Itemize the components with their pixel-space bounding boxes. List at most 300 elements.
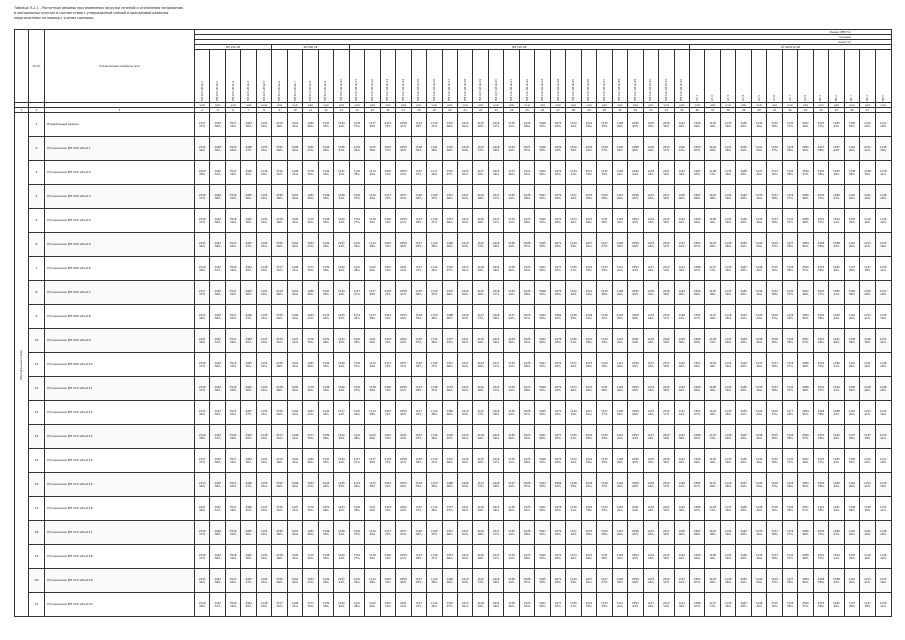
load-percent: 45% (323, 460, 329, 464)
value-cell (241, 257, 256, 281)
load-percent: 67% (802, 340, 809, 344)
value-cell (488, 257, 503, 281)
flow-value: 1129 (771, 577, 778, 581)
flow-value: 1248 (322, 217, 330, 221)
unit-cell: ном (303, 103, 318, 108)
value-cell (628, 401, 643, 425)
load-percent: 69% (276, 412, 283, 416)
flow-value: 1203 (291, 193, 299, 197)
flow-value: 2516 (276, 169, 283, 173)
flow-value: 2497 (802, 289, 809, 293)
load-percent: 65% (632, 532, 639, 536)
value-cell (597, 401, 612, 425)
load-percent: 38% (601, 196, 608, 200)
flow-value: 1186 (833, 361, 840, 365)
load-percent: 65% (524, 436, 530, 440)
load-percent: 68% (276, 460, 283, 464)
load-percent: 42% (292, 292, 298, 296)
value-cell (504, 569, 519, 593)
flow-value: 1187 (833, 145, 840, 149)
index-cell: 44 (813, 108, 828, 113)
load-percent: 40% (617, 556, 623, 560)
value-cell (241, 569, 256, 593)
flow-value: 1145 (678, 361, 686, 365)
flow-value: 1144 (879, 241, 887, 245)
load-percent: 38% (431, 580, 438, 584)
flow-value: 2459 (400, 553, 407, 557)
flow-value: 2417 (198, 457, 206, 461)
table-row (15, 593, 892, 617)
load-percent: 39% (415, 148, 422, 152)
value-cell (287, 593, 302, 617)
flow-value: 2520 (276, 529, 283, 533)
load-percent: 45% (323, 124, 329, 128)
flow-value: 2454 (400, 481, 407, 485)
table-row (15, 425, 892, 449)
flow-value: 2476 (446, 265, 454, 269)
load-percent: 72% (384, 484, 391, 488)
flow-value: 2418 (662, 457, 670, 461)
value-cell (535, 209, 550, 233)
flow-value: 1117 (786, 577, 794, 581)
value-cell (736, 353, 751, 377)
load-percent: 39% (415, 484, 422, 488)
value-cell (597, 281, 612, 305)
flow-value: 1151 (570, 361, 577, 365)
load-percent: 66% (524, 532, 530, 536)
load-percent: 61% (586, 148, 592, 152)
load-percent: 42% (292, 460, 298, 464)
value-cell (798, 425, 813, 449)
flow-value: 1107 (709, 433, 716, 437)
flow-value: 1181 (833, 505, 840, 509)
load-percent: 61% (586, 412, 592, 416)
flow-value: 1132 (601, 169, 608, 173)
unit-cell: ном (256, 103, 271, 108)
value-cell (442, 329, 457, 353)
flow-value: 2418 (461, 145, 469, 149)
flow-value: 1146 (879, 361, 887, 365)
flow-value: 1148 (616, 121, 624, 125)
load-percent: 65% (694, 508, 701, 512)
value-cell (535, 137, 550, 161)
table-row (15, 473, 892, 497)
flow-value: 2415 (198, 409, 206, 413)
load-percent: 39% (849, 220, 855, 224)
load-percent: 40% (849, 148, 855, 152)
flow-value: 1105 (709, 289, 716, 293)
value-cell (813, 401, 828, 425)
value-cell (225, 257, 240, 281)
flow-value: 2416 (662, 241, 670, 245)
unit-cell: ном (875, 103, 891, 108)
load-percent: 38% (725, 484, 732, 488)
load-percent: 56% (493, 340, 500, 344)
unit-cell: ном (504, 103, 519, 108)
value-cell (720, 185, 735, 209)
value-cell (210, 401, 225, 425)
value-cell (303, 401, 318, 425)
load-percent: 39% (307, 172, 314, 176)
load-percent: 39% (369, 124, 376, 128)
flow-value: 1181 (307, 529, 314, 533)
flow-value: 1122 (477, 577, 484, 581)
load-percent: 62% (400, 268, 407, 272)
row-number: 18 (29, 521, 45, 545)
load-percent: 42% (647, 268, 654, 272)
value-cell (365, 593, 380, 617)
value-cell (705, 353, 720, 377)
load-percent: 40% (369, 436, 376, 440)
load-percent: 66% (694, 556, 701, 560)
value-cell (488, 329, 503, 353)
load-percent: 40% (864, 532, 871, 536)
flow-value: 2497 (245, 241, 252, 245)
value-cell (751, 569, 766, 593)
flow-value: 1156 (508, 409, 515, 413)
value-cell (674, 521, 689, 545)
flow-value: 1145 (616, 145, 624, 149)
value-cell (751, 497, 766, 521)
value-cell (318, 137, 333, 161)
flow-value: 1234 (755, 121, 763, 125)
load-percent: 63% (740, 436, 747, 440)
flow-value: 2420 (461, 313, 469, 317)
value-cell (767, 521, 782, 545)
flow-value: 1121 (786, 553, 794, 557)
flow-value: 1180 (307, 121, 314, 125)
value-cell (813, 593, 828, 617)
load-percent: 37% (477, 244, 484, 248)
value-cell (690, 593, 705, 617)
flow-value: 1247 (322, 457, 330, 461)
load-percent: 65% (632, 460, 639, 464)
value-cell (473, 569, 488, 593)
table-body (15, 113, 892, 617)
load-percent: 69% (276, 484, 283, 488)
value-cell (674, 233, 689, 257)
value-cell (782, 449, 797, 473)
value-cell (442, 593, 457, 617)
value-cell (860, 497, 875, 521)
load-percent: 74% (384, 508, 391, 512)
unit-cell: ном (411, 103, 426, 108)
value-cell (782, 257, 797, 281)
flow-value: 2496 (802, 529, 809, 533)
load-percent: 41% (833, 196, 840, 200)
load-percent: 58% (214, 124, 221, 128)
value-cell (844, 593, 859, 617)
load-percent: 43% (338, 316, 345, 320)
value-cell (241, 113, 256, 137)
flow-value: 1101 (709, 313, 716, 317)
flow-value: 2419 (384, 121, 392, 125)
load-percent: 39% (617, 580, 623, 584)
flow-value: 2496 (802, 193, 809, 197)
side-label-header (15, 30, 29, 103)
value-cell (504, 377, 519, 401)
value-cell (581, 353, 596, 377)
value-cell (767, 497, 782, 521)
load-percent: 60% (586, 220, 592, 224)
flow-value: 2416 (492, 289, 500, 293)
load-percent: 35% (709, 412, 716, 416)
value-cell (488, 281, 503, 305)
flow-value: 2423 (384, 337, 392, 341)
flow-value: 2492 (245, 385, 252, 389)
load-percent: 40% (617, 196, 623, 200)
flow-value: 1115 (430, 337, 438, 341)
load-percent: 41% (508, 388, 515, 392)
value-cell (674, 473, 689, 497)
load-percent: 57% (245, 412, 252, 416)
column-header (457, 50, 472, 103)
value-cell (318, 473, 333, 497)
flow-value: 1177 (307, 265, 314, 269)
load-percent: 57% (818, 532, 824, 536)
value-cell (798, 209, 813, 233)
value-cell (457, 569, 472, 593)
caption-line: в контрольных пунктах в соответствии с утвержденной схемой и программой развития (14, 11, 169, 15)
flow-value: 2520 (276, 193, 283, 197)
load-percent: 62% (400, 172, 407, 176)
load-percent: 43% (292, 244, 298, 248)
value-cell (380, 209, 395, 233)
flow-value: 2419 (662, 217, 670, 221)
value-cell (860, 209, 875, 233)
value-cell (365, 185, 380, 209)
value-cell (674, 425, 689, 449)
flow-value: 2525 (523, 289, 531, 293)
value-cell (581, 593, 596, 617)
row-number: 21 (29, 593, 45, 617)
flow-value: 1151 (508, 169, 515, 173)
flow-value: 1129 (724, 313, 732, 317)
flow-value: 1149 (864, 385, 871, 389)
load-percent: 65% (802, 244, 809, 248)
flow-value: 2500 (632, 313, 639, 317)
value-cell (488, 449, 503, 473)
value-cell (488, 521, 503, 545)
flow-value: 2478 (554, 505, 562, 509)
value-cell (473, 209, 488, 233)
flow-value: 1143 (848, 577, 856, 581)
value-cell (427, 545, 442, 569)
value-cell (256, 161, 271, 185)
load-percent: 39% (771, 340, 778, 344)
value-cell (318, 161, 333, 185)
value-cell (365, 161, 380, 185)
load-percent: 44% (647, 412, 654, 416)
load-percent: 58% (663, 220, 670, 224)
flow-value: 2501 (802, 337, 809, 341)
value-cell (612, 569, 627, 593)
load-percent: 68% (276, 532, 283, 536)
value-cell (720, 401, 735, 425)
value-cell (396, 521, 411, 545)
value-cell (690, 521, 705, 545)
load-percent: 36% (354, 412, 360, 416)
value-cell (287, 233, 302, 257)
value-cell (380, 521, 395, 545)
flow-value: 1125 (477, 289, 484, 293)
flow-value: 1120 (430, 529, 438, 533)
load-percent: 41% (833, 532, 840, 536)
flow-value: 1116 (430, 265, 438, 269)
value-cell (736, 401, 751, 425)
load-percent: 40% (508, 172, 515, 176)
row-name: Отключение ВЛ 220 кВ Ш-4 (45, 209, 195, 233)
flow-value: 1218 (647, 169, 655, 173)
flow-value: 2417 (662, 193, 670, 197)
load-percent: 58% (214, 532, 221, 536)
column-header-text: ВЛ 220 кВ Ш-5 (262, 81, 266, 101)
value-cell (380, 233, 395, 257)
flow-value: 2494 (802, 577, 809, 581)
column-header-text: ВЛ 110 кВ Ш-19 (479, 79, 483, 101)
value-cell (566, 281, 581, 305)
flow-value: 2414 (817, 385, 825, 389)
value-cell (581, 185, 596, 209)
flow-value: 1152 (260, 361, 268, 365)
value-cell (597, 113, 612, 137)
flow-value: 2496 (693, 337, 701, 341)
value-cell (566, 305, 581, 329)
value-cell (195, 401, 210, 425)
value-cell (674, 545, 689, 569)
row-name: Отключение ВЛ 110 кВ Ш-15 (45, 473, 195, 497)
value-cell (380, 497, 395, 521)
load-percent: 53% (261, 604, 267, 608)
load-percent: 56% (245, 220, 252, 224)
value-cell (365, 377, 380, 401)
flow-value: 2445 (740, 289, 747, 293)
value-cell (720, 137, 735, 161)
row-number: 13 (29, 401, 45, 425)
flow-value: 1155 (260, 481, 268, 485)
flow-value: 2418 (585, 481, 593, 485)
value-cell (241, 185, 256, 209)
load-percent: 67% (446, 436, 453, 440)
flow-value: 1205 (291, 145, 299, 149)
flow-value: 1144 (879, 577, 887, 581)
value-cell (798, 497, 813, 521)
load-percent: 59% (539, 124, 546, 128)
value-cell (813, 569, 828, 593)
flow-value: 1144 (678, 289, 686, 293)
value-cell (396, 305, 411, 329)
load-percent: 62% (400, 508, 407, 512)
load-percent: 44% (756, 388, 762, 392)
value-cell (473, 425, 488, 449)
flow-value: 1143 (879, 313, 887, 317)
load-percent: 66% (524, 196, 530, 200)
value-cell (612, 161, 627, 185)
value-cell (659, 329, 674, 353)
value-cell (195, 281, 210, 305)
load-percent: 36% (787, 316, 793, 320)
load-percent: 56% (493, 268, 500, 272)
flow-value: 1120 (786, 121, 794, 125)
load-percent: 58% (199, 268, 206, 272)
value-cell (767, 281, 782, 305)
load-percent: 39% (369, 364, 376, 368)
flow-value: 2413 (585, 385, 593, 389)
value-cell (488, 113, 503, 137)
load-percent: 43% (756, 484, 762, 488)
load-percent: 42% (647, 172, 654, 176)
value-cell (535, 329, 550, 353)
load-percent: 40% (617, 460, 623, 464)
value-cell (411, 113, 426, 137)
load-percent: 67% (446, 508, 453, 512)
index-cell: 38 (720, 108, 735, 113)
flow-value: 1146 (879, 529, 887, 533)
flow-value: 2413 (585, 217, 593, 221)
flow-value: 1153 (570, 217, 577, 221)
flow-value: 1237 (338, 577, 345, 581)
value-cell (241, 401, 256, 425)
load-percent: 39% (570, 244, 577, 248)
value-cell (813, 281, 828, 305)
value-cell (628, 425, 643, 449)
load-percent: 44% (338, 124, 345, 128)
load-percent: 39% (477, 340, 484, 344)
load-percent: 37% (354, 220, 360, 224)
flow-value: 1150 (508, 601, 515, 605)
load-percent: 56% (199, 316, 206, 320)
flow-value: 1180 (307, 457, 314, 461)
table-row (15, 521, 892, 545)
value-cell (751, 209, 766, 233)
table-row (15, 545, 892, 569)
flow-value: 2441 (740, 313, 747, 317)
unit-cell: ном (736, 103, 751, 108)
load-percent: 38% (477, 364, 484, 368)
load-percent: 59% (214, 412, 221, 416)
flow-value: 1179 (307, 217, 314, 221)
load-percent: 41% (292, 340, 298, 344)
value-cell (303, 113, 318, 137)
flow-value: 1106 (709, 385, 716, 389)
load-percent: 61% (462, 604, 469, 608)
flow-value: 1115 (353, 577, 361, 581)
index-cell: 39 (736, 108, 751, 113)
load-percent: 36% (431, 268, 438, 272)
index-cell: 37 (705, 108, 720, 113)
load-percent: 58% (214, 364, 221, 368)
column-header-text: ВЛ 110 кВ Ш-25 (571, 79, 575, 101)
load-percent: 36% (431, 340, 438, 344)
row-name: Отключение ВЛ 220 кВ Ш-1 (45, 137, 195, 161)
load-percent: 57% (493, 220, 500, 224)
value-cell (318, 593, 333, 617)
flow-value: 2517 (229, 457, 237, 461)
value-cell (674, 113, 689, 137)
flow-value: 2441 (214, 337, 221, 341)
value-cell (829, 305, 844, 329)
flow-value: 1137 (724, 337, 732, 341)
flow-value: 1134 (724, 385, 732, 389)
load-percent: 56% (245, 460, 252, 464)
load-percent: 38% (369, 148, 376, 152)
value-cell (690, 497, 705, 521)
flow-value: 2501 (693, 361, 701, 365)
value-cell (195, 329, 210, 353)
unit-cell: ном (829, 103, 844, 108)
flow-value: 1176 (307, 505, 314, 509)
value-cell (705, 161, 720, 185)
